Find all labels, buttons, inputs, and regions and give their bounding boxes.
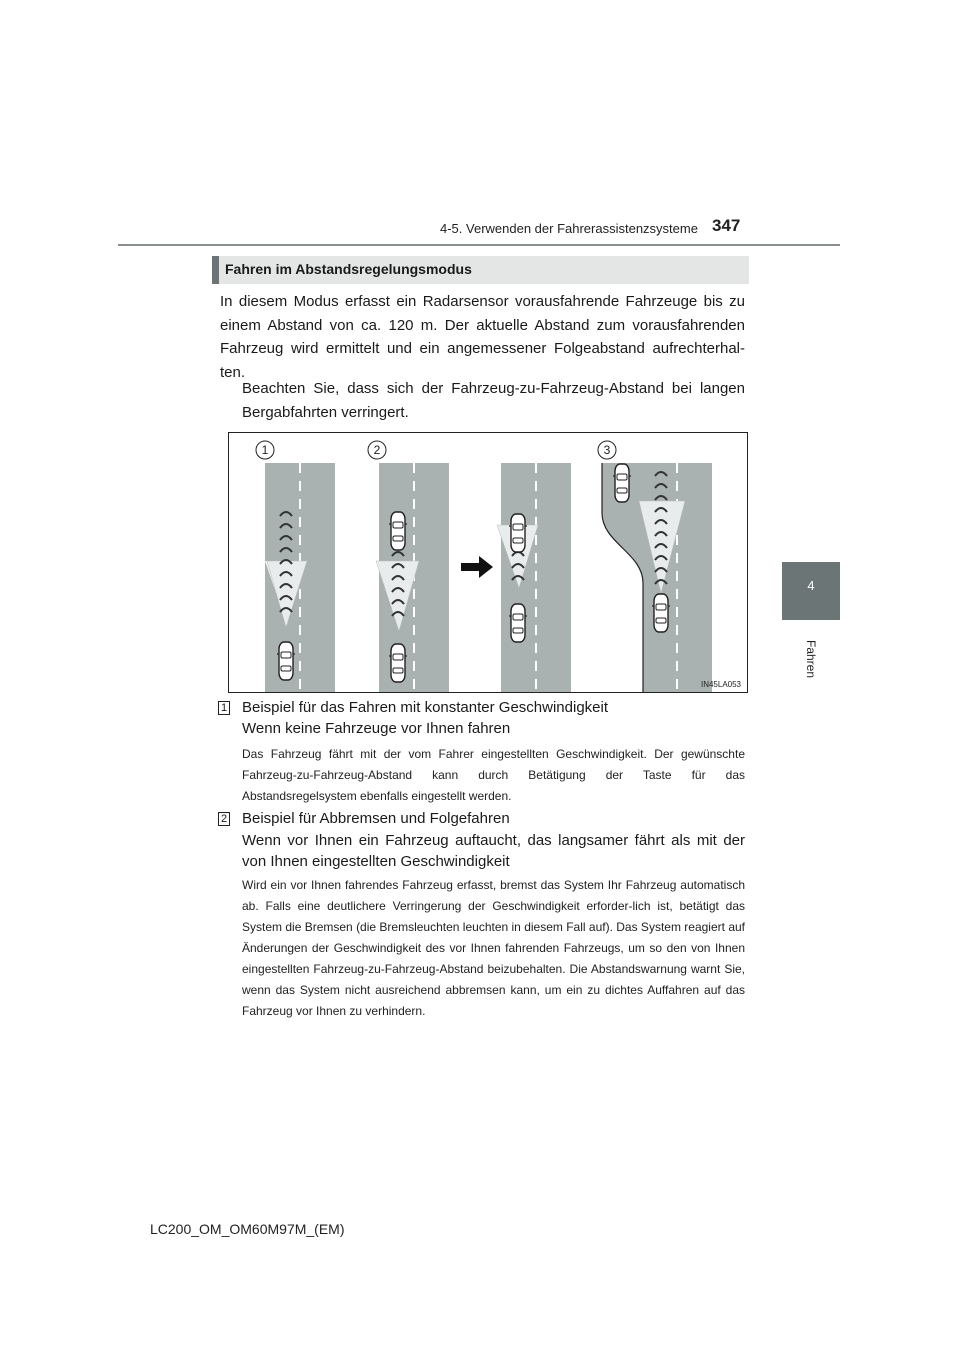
item-2-body: Wird ein vor Ihnen fahrendes Fahrzeug erfasst, bremst das System Ihr Fahrzeug automatisch ab. Falls eine deutlichere Verringerung der Geschwindigkeit erforder-lich ist, betätigt das System die Bremsen (die Bremsleuchten leuchten in diesem Fall auf). Das System reagiert auf Änderungen der Geschwindigkeit des vor Ihnen fahrenden Fahrzeugs, um so den von Ihnen eingestellten Fahrzeug-zu-Fahrzeug-Abstand beizubehalten. Die Abstandswarnung warnt Sie, wenn das System nicht ausreichend abbremsen kann, um ein zu dichtes Auffahren auf das Fahrzeug vor Ihnen zu verhindern.	[242, 878, 745, 1018]
acc-illustration	[228, 432, 748, 693]
chapter-tab	[782, 562, 840, 620]
callout-3	[598, 441, 616, 459]
callout-2	[368, 441, 386, 459]
item-1-title-line2: Wenn keine Fahrzeuge vor Ihnen fahren	[242, 720, 511, 737]
page-number: 347	[712, 216, 741, 235]
callout-3-label: 3	[603, 443, 611, 457]
intro-paragraph: In diesem Modus erfasst ein Radarsensor vorausfahrende Fahrzeuge bis zu einem Abstand von ca. 120 m. Der aktuelle Abstand zum vorausfahrenden Fahrzeug wird ermittelt und ein angemessener Folgeabstand aufrechterhal-ten.	[220, 293, 745, 381]
road-1	[265, 463, 335, 692]
section-heading	[212, 256, 749, 284]
figure-id: IN45LA053	[700, 680, 741, 689]
running-header-section: 4-5. Verwenden der Fahrerassistenzsysteme	[440, 221, 698, 236]
section-heading-text: Fahren im Abstandsregelungsmodus	[225, 261, 472, 277]
callout-2-label: 2	[373, 443, 381, 457]
acc-illustration-drawing	[229, 433, 747, 692]
item-2-title	[242, 808, 745, 873]
callout-1	[256, 441, 274, 459]
road-4	[602, 463, 712, 692]
item-1-title-line1: Beispiel für das Fahren mit konstanter Geschwindigkeit	[242, 699, 609, 716]
note-paragraph: Beachten Sie, dass sich der Fahrzeug-zu-Fahrzeug-Abstand bei langen Bergabfahrten verringert.	[242, 380, 745, 421]
item-1-number: 1	[218, 701, 230, 715]
arrow-icon	[461, 556, 493, 578]
header-rule	[118, 244, 840, 246]
footer-doc-id: LC200_OM_OM60M97M_(EM)	[150, 1221, 345, 1237]
chapter-tab-label: Fahren	[804, 640, 818, 679]
item-2-title-line1: Beispiel für Abbremsen und Folgefahren	[242, 810, 510, 827]
callout-1-label: 1	[261, 443, 269, 457]
item-1-title	[242, 697, 745, 739]
item-1-body: Das Fahrzeug fährt mit der vom Fahrer eingestellten Geschwindigkeit. Der gewünschte Fahrzeug-zu-Fahrzeug-Abstand kann durch Betätigung der Taste für das Abstandsregelsystem ebenfalls eingestellt werden.	[242, 747, 745, 803]
road-2	[376, 463, 449, 692]
section-heading-bar	[212, 256, 219, 284]
item-2-title-line2: Wenn vor Ihnen ein Fahrzeug auftaucht, das langsamer fährt als mit der von Ihnen eingestellten Geschwindigkeit	[242, 831, 745, 870]
road-3	[497, 463, 571, 692]
item-2-number: 2	[218, 812, 230, 826]
chapter-tab-number: 4	[807, 578, 815, 593]
